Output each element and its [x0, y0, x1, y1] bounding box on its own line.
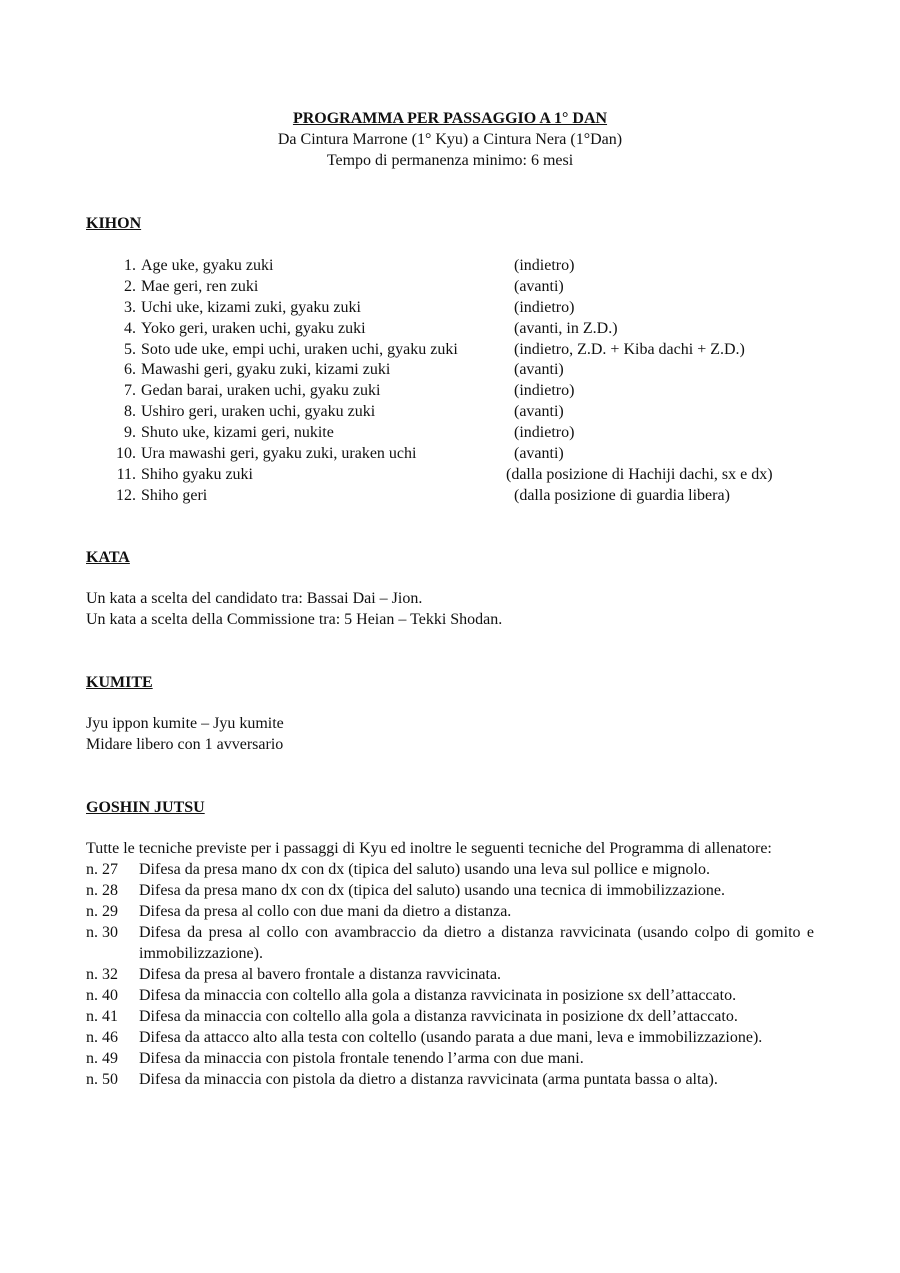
- kihon-item-note: (avanti): [514, 277, 564, 295]
- goshin-jutsu-item: [86, 985, 814, 1006]
- kihon-item-technique: Ushiro geri, uraken uchi, gyaku zuki: [141, 403, 376, 421]
- kihon-item-number: 11.: [116, 465, 136, 483]
- document-subtitle: Da Cintura Marrone (1° Kyu) a Cintura Nera (1°Dan): [277, 131, 623, 148]
- kihon-item: [86, 297, 846, 318]
- kihon-item-number: 12.: [116, 486, 136, 504]
- goshin-jutsu-content: [86, 838, 814, 1090]
- goshin-jutsu-item: [86, 1027, 814, 1048]
- goshin-item-number: n. 28: [86, 882, 118, 899]
- kihon-item-technique: Shuto uke, kizami geri, nukite: [141, 424, 334, 442]
- kata-line: Un kata a scelta del candidato tra: Bassai Dai – Jion.: [86, 590, 423, 607]
- kihon-heading: KIHON: [86, 215, 142, 232]
- kihon-item-technique: Mae geri, ren zuki: [141, 277, 259, 295]
- kata-text: [86, 588, 814, 630]
- kihon-item-note: (dalla posizione di Hachiji dachi, sx e dx): [506, 465, 773, 483]
- kihon-item-note: (indietro): [514, 424, 575, 442]
- kihon-item-technique: Yoko geri, uraken uchi, gyaku zuki: [141, 319, 366, 337]
- goshin-item-text: Difesa da minaccia con coltello alla gola a distanza ravvicinata in posizione dx dell’attaccato.: [139, 1008, 738, 1025]
- kumite-text: [86, 713, 814, 755]
- goshin-jutsu-heading: GOSHIN JUTSU: [86, 799, 205, 816]
- kumite-line: Midare libero con 1 avversario: [86, 736, 284, 753]
- permanence-duration: Tempo di permanenza minimo: 6 mesi: [326, 152, 574, 169]
- goshin-item-number: n. 50: [86, 1071, 118, 1088]
- kihon-item-note: (indietro): [514, 298, 575, 316]
- kihon-item-note: (avanti, in Z.D.): [514, 319, 618, 337]
- kihon-item-number: 2.: [124, 277, 136, 295]
- kihon-item-number: 3.: [124, 298, 136, 316]
- goshin-item-text: Difesa da attacco alto alla testa con coltello (usando parata a due mani, leva e immobilizzazione).: [139, 1029, 763, 1046]
- goshin-jutsu-item: [86, 901, 814, 922]
- goshin-item-number: n. 27: [86, 861, 118, 878]
- goshin-jutsu-item: [86, 1048, 814, 1069]
- goshin-jutsu-item: [86, 964, 814, 985]
- kihon-item-technique: Shiho gyaku zuki: [141, 465, 253, 483]
- kihon-item: [86, 276, 846, 297]
- kata-line: Un kata a scelta della Commissione tra: 5 Heian – Tekki Shodan.: [86, 611, 503, 628]
- kihon-item: [86, 339, 846, 360]
- goshin-item-text: Difesa da presa al collo con due mani da dietro a distanza.: [139, 903, 512, 920]
- goshin-jutsu-item: [86, 1006, 814, 1027]
- goshin-item-text: Difesa da presa al collo con avambraccio da dietro a distanza ravvicinata (usando colpo di gomito e immobilizzazione).: [139, 924, 814, 962]
- goshin-item-number: n. 32: [86, 966, 118, 983]
- kihon-item-note: (dalla posizione di guardia libera): [514, 486, 730, 504]
- kihon-item: [86, 359, 846, 380]
- kihon-item-note: (indietro): [514, 257, 575, 274]
- goshin-item-number: n. 40: [86, 987, 118, 1004]
- kihon-item-note: (avanti): [514, 403, 564, 421]
- kihon-item-number: 10.: [116, 445, 136, 463]
- kihon-item-number: 8.: [124, 403, 136, 421]
- goshin-item-number: n. 29: [86, 903, 118, 920]
- kata-heading: KATA: [86, 549, 130, 566]
- kihon-item-note: (indietro, Z.D. + Kiba dachi + Z.D.): [514, 340, 745, 358]
- kihon-item: [86, 380, 846, 401]
- kihon-item-number: 5.: [124, 340, 136, 358]
- goshin-item-text: Difesa da minaccia con coltello alla gola a distanza ravvicinata in posizione sx dell’attaccato.: [139, 987, 737, 1004]
- goshin-jutsu-item: [86, 880, 814, 901]
- kihon-item-number: 4.: [124, 319, 136, 337]
- goshin-item-text: Difesa da minaccia con pistola frontale tenendo l’arma con due mani.: [139, 1050, 584, 1067]
- kihon-item-number: 9.: [124, 424, 136, 442]
- kihon-item-note: (indietro): [514, 382, 575, 400]
- kihon-item: [86, 401, 846, 422]
- kumite-line: Jyu ippon kumite – Jyu kumite: [86, 715, 284, 732]
- kihon-item-number: 7.: [124, 382, 136, 400]
- goshin-item-text: Difesa da presa mano dx con dx (tipica del saluto) usando una tecnica di immobilizzazione.: [139, 882, 726, 899]
- goshin-jutsu-item: [86, 922, 814, 964]
- kihon-item-technique: Gedan barai, uraken uchi, gyaku zuki: [141, 382, 381, 400]
- kihon-item-note: (avanti): [514, 445, 564, 463]
- kihon-item-technique: Soto ude uke, empi uchi, uraken uchi, gyaku zuki: [141, 340, 458, 358]
- goshin-item-number: n. 41: [86, 1008, 118, 1025]
- kihon-list: [86, 255, 846, 506]
- kihon-item: [86, 443, 846, 464]
- kihon-item-technique: Ura mawashi geri, gyaku zuki, uraken uchi: [141, 445, 417, 463]
- goshin-item-number: n. 49: [86, 1050, 118, 1067]
- kihon-item-number: 1.: [124, 257, 136, 274]
- document-header: [0, 108, 900, 171]
- kihon-item: [86, 464, 846, 485]
- kumite-heading: KUMITE: [86, 674, 153, 691]
- goshin-jutsu-item: [86, 859, 814, 880]
- kihon-item: [86, 318, 846, 339]
- goshin-item-number: n. 46: [86, 1029, 118, 1046]
- kihon-item-technique: Mawashi geri, gyaku zuki, kizami zuki: [141, 361, 391, 379]
- kihon-item-number: 6.: [124, 361, 136, 379]
- goshin-item-text: Difesa da minaccia con pistola da dietro a distanza ravvicinata (arma puntata bassa o alta).: [139, 1071, 718, 1088]
- kihon-item: [86, 422, 846, 443]
- kihon-item-technique: Shiho geri: [141, 486, 208, 504]
- kihon-item-technique: Uchi uke, kizami zuki, gyaku zuki: [141, 298, 361, 316]
- kihon-item: [86, 255, 846, 276]
- goshin-jutsu-intro: Tutte le tecniche previste per i passaggi di Kyu ed inoltre le seguenti tecniche del Programma di allenatore:: [86, 840, 772, 857]
- document-title: PROGRAMMA PER PASSAGGIO A 1° DAN: [292, 110, 608, 127]
- goshin-item-text: Difesa da presa mano dx con dx (tipica del saluto) usando una leva sul pollice e mignolo.: [139, 861, 710, 878]
- kihon-item-technique: Age uke, gyaku zuki: [141, 257, 274, 274]
- goshin-item-text: Difesa da presa al bavero frontale a distanza ravvicinata.: [139, 966, 502, 983]
- kihon-item: [86, 485, 846, 506]
- goshin-item-number: n. 30: [86, 924, 118, 941]
- kihon-item-note: (avanti): [514, 361, 564, 379]
- goshin-jutsu-item: [86, 1069, 814, 1090]
